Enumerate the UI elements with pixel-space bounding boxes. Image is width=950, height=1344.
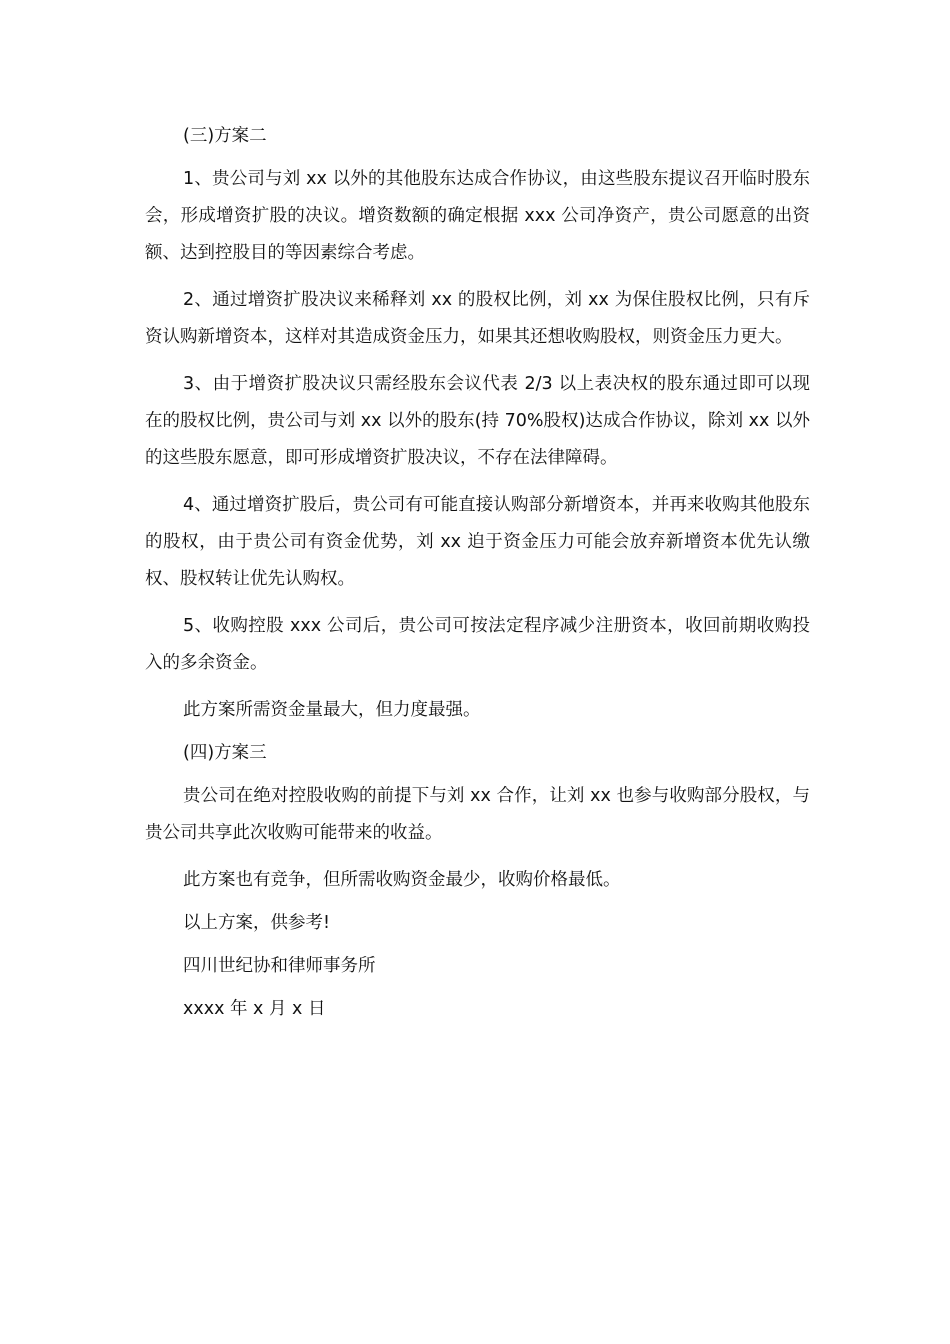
- plan-2-summary: 此方案所需资金量最大，但力度最强。: [183, 700, 481, 720]
- plan-3-body: 贵公司在绝对控股收购的前提下与刘 xx 合作，让刘 xx 也参与收购部分股权，与贵公司共享此次收购可能带来的收益。: [145, 786, 810, 843]
- plan-2-item-3: 3、由于增资扩股决议只需经股东会议代表 2/3 以上表决权的股东通过即可以现在的股权比例，贵公司与刘 xx 以外的股东(持 70%股权)达成合作协议，除刘 xx 以外的这些股东愿意，即可形成增资扩股决议，不存在法律障碍。: [145, 374, 810, 468]
- document-page: [145, 118, 810, 1034]
- plan-2-item-4: 4、通过增资扩股后，贵公司有可能直接认购部分新增资本，并再来收购其他股东的股权，由于贵公司有资金优势，刘 xx 迫于资金压力可能会放弃新增资本优先认缴权、股权转让优先认购权。: [145, 495, 810, 589]
- heading-plan-2: (三)方案二: [183, 126, 267, 146]
- plan-2-item-5: 5、收购控股 xxx 公司后，贵公司可按法定程序减少注册资本，收回前期收购投入的多余资金。: [145, 616, 810, 673]
- signature-firm: 四川世纪协和律师事务所: [183, 956, 376, 976]
- heading-plan-3: (四)方案三: [183, 743, 267, 763]
- plan-2-item-2: 2、通过增资扩股决议来稀释刘 xx 的股权比例，刘 xx 为保住股权比例，只有斥资认购新增资本，这样对其造成资金压力，如果其还想收购股权，则资金压力更大。: [145, 290, 810, 347]
- plan-3-summary: 此方案也有竞争，但所需收购资金最少，收购价格最低。: [183, 870, 621, 890]
- plan-2-item-1: 1、贵公司与刘 xx 以外的其他股东达成合作协议，由这些股东提议召开临时股东会，形成增资扩股的决议。增资数额的确定根据 xxx 公司净资产，贵公司愿意的出资额、达到控股目的等因素综合考虑。: [145, 169, 810, 263]
- closing-note: 以上方案，供参考!: [183, 913, 331, 933]
- signature-date: xxxx 年 x 月 x 日: [183, 999, 326, 1019]
